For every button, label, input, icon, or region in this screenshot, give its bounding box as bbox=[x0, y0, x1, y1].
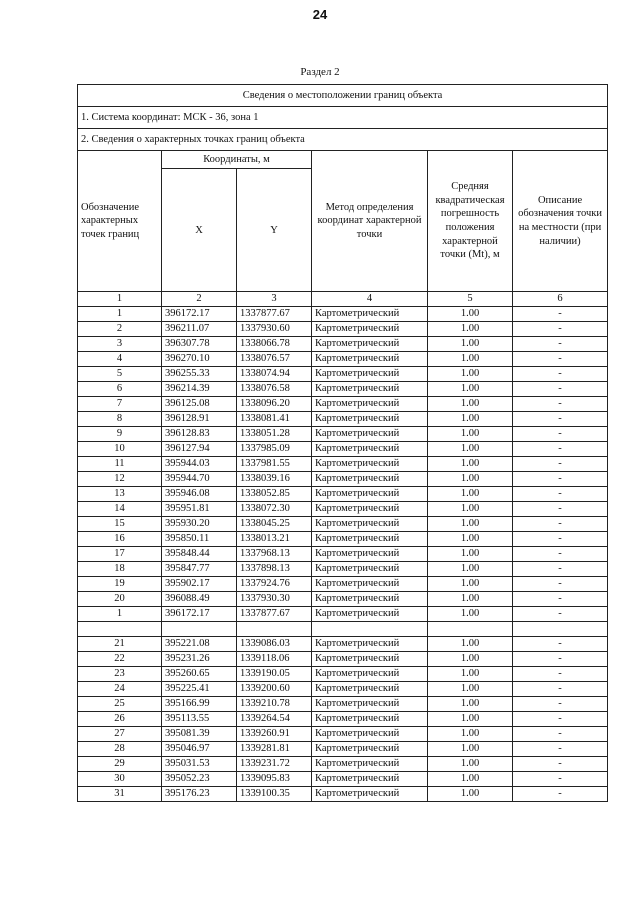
method-cell: Картометрический bbox=[312, 727, 428, 742]
table-row bbox=[78, 442, 608, 457]
table-row bbox=[78, 682, 608, 697]
y-coordinate-cell: 1337981.55 bbox=[237, 457, 312, 472]
description-cell: - bbox=[513, 607, 608, 622]
method-cell: Картометрический bbox=[312, 307, 428, 322]
method-cell: Картометрический bbox=[312, 562, 428, 577]
accuracy-cell: 1.00 bbox=[428, 667, 513, 682]
description-cell: - bbox=[513, 397, 608, 412]
point-id-cell: 13 bbox=[78, 487, 162, 502]
x-coordinate-cell: 395847.77 bbox=[162, 562, 237, 577]
description-cell: - bbox=[513, 517, 608, 532]
description-cell: - bbox=[513, 427, 608, 442]
accuracy-cell: 1.00 bbox=[428, 682, 513, 697]
header-y: Y bbox=[237, 169, 312, 292]
header-description: Описание обозначения точки на местности (при наличии) bbox=[513, 151, 608, 292]
table-row bbox=[78, 772, 608, 787]
point-id-cell: 8 bbox=[78, 412, 162, 427]
y-coordinate-cell: 1339200.60 bbox=[237, 682, 312, 697]
accuracy-cell: 1.00 bbox=[428, 412, 513, 427]
point-id-cell: 9 bbox=[78, 427, 162, 442]
empty-cell bbox=[312, 622, 428, 637]
method-cell: Картометрический bbox=[312, 697, 428, 712]
accuracy-cell: 1.00 bbox=[428, 787, 513, 802]
method-cell: Картометрический bbox=[312, 337, 428, 352]
description-cell: - bbox=[513, 322, 608, 337]
x-coordinate-cell: 395081.39 bbox=[162, 727, 237, 742]
description-cell: - bbox=[513, 787, 608, 802]
table-row bbox=[78, 472, 608, 487]
accuracy-cell: 1.00 bbox=[428, 382, 513, 397]
y-coordinate-cell: 1339095.83 bbox=[237, 772, 312, 787]
point-id-cell: 17 bbox=[78, 547, 162, 562]
description-cell: - bbox=[513, 382, 608, 397]
y-coordinate-cell: 1337985.09 bbox=[237, 442, 312, 457]
x-coordinate-cell: 396127.94 bbox=[162, 442, 237, 457]
description-cell: - bbox=[513, 577, 608, 592]
point-id-cell: 18 bbox=[78, 562, 162, 577]
x-coordinate-cell: 395052.23 bbox=[162, 772, 237, 787]
point-id-cell: 25 bbox=[78, 697, 162, 712]
accuracy-cell: 1.00 bbox=[428, 427, 513, 442]
description-cell: - bbox=[513, 727, 608, 742]
column-number: 5 bbox=[428, 292, 513, 307]
table-row bbox=[78, 652, 608, 667]
points-heading: 2. Сведения о характерных точках границ объекта bbox=[78, 129, 608, 151]
accuracy-cell: 1.00 bbox=[428, 607, 513, 622]
point-id-cell: 7 bbox=[78, 397, 162, 412]
point-id-cell: 23 bbox=[78, 667, 162, 682]
method-cell: Картометрический bbox=[312, 367, 428, 382]
point-id-cell: 29 bbox=[78, 757, 162, 772]
accuracy-cell: 1.00 bbox=[428, 652, 513, 667]
description-cell: - bbox=[513, 697, 608, 712]
accuracy-cell: 1.00 bbox=[428, 442, 513, 457]
point-id-cell: 12 bbox=[78, 472, 162, 487]
accuracy-cell: 1.00 bbox=[428, 727, 513, 742]
accuracy-cell: 1.00 bbox=[428, 517, 513, 532]
y-coordinate-cell: 1338081.41 bbox=[237, 412, 312, 427]
y-coordinate-cell: 1338066.78 bbox=[237, 337, 312, 352]
y-coordinate-cell: 1337968.13 bbox=[237, 547, 312, 562]
header-x: X bbox=[162, 169, 237, 292]
x-coordinate-cell: 396172.17 bbox=[162, 607, 237, 622]
description-cell: - bbox=[513, 352, 608, 367]
description-cell: - bbox=[513, 532, 608, 547]
y-coordinate-cell: 1339210.78 bbox=[237, 697, 312, 712]
point-id-cell: 21 bbox=[78, 637, 162, 652]
y-coordinate-cell: 1337877.67 bbox=[237, 607, 312, 622]
header-coordinates: Координаты, м bbox=[162, 151, 312, 169]
x-coordinate-cell: 395848.44 bbox=[162, 547, 237, 562]
point-id-cell: 24 bbox=[78, 682, 162, 697]
x-coordinate-cell: 396214.39 bbox=[162, 382, 237, 397]
method-cell: Картометрический bbox=[312, 592, 428, 607]
table-row bbox=[78, 382, 608, 397]
description-cell: - bbox=[513, 637, 608, 652]
y-coordinate-cell: 1339100.35 bbox=[237, 787, 312, 802]
method-cell: Картометрический bbox=[312, 772, 428, 787]
description-cell: - bbox=[513, 682, 608, 697]
description-cell: - bbox=[513, 667, 608, 682]
table-row bbox=[78, 352, 608, 367]
point-id-cell: 14 bbox=[78, 502, 162, 517]
point-id-cell: 16 bbox=[78, 532, 162, 547]
y-coordinate-cell: 1338076.57 bbox=[237, 352, 312, 367]
empty-cell bbox=[237, 622, 312, 637]
x-coordinate-cell: 396128.83 bbox=[162, 427, 237, 442]
method-cell: Картометрический bbox=[312, 757, 428, 772]
description-cell: - bbox=[513, 442, 608, 457]
y-coordinate-cell: 1339118.06 bbox=[237, 652, 312, 667]
method-cell: Картометрический bbox=[312, 457, 428, 472]
method-cell: Картометрический bbox=[312, 532, 428, 547]
accuracy-cell: 1.00 bbox=[428, 532, 513, 547]
point-id-cell: 27 bbox=[78, 727, 162, 742]
y-coordinate-cell: 1338052.85 bbox=[237, 487, 312, 502]
table-row bbox=[78, 487, 608, 502]
group-separator-row bbox=[78, 622, 608, 637]
table-row bbox=[78, 397, 608, 412]
accuracy-cell: 1.00 bbox=[428, 307, 513, 322]
table-row bbox=[78, 307, 608, 322]
point-id-cell: 3 bbox=[78, 337, 162, 352]
point-id-cell: 28 bbox=[78, 742, 162, 757]
method-cell: Картометрический bbox=[312, 412, 428, 427]
description-cell: - bbox=[513, 547, 608, 562]
point-id-cell: 4 bbox=[78, 352, 162, 367]
boundary-points-table bbox=[77, 84, 608, 802]
empty-cell bbox=[513, 622, 608, 637]
method-cell: Картометрический bbox=[312, 427, 428, 442]
accuracy-cell: 1.00 bbox=[428, 337, 513, 352]
column-number: 2 bbox=[162, 292, 237, 307]
accuracy-cell: 1.00 bbox=[428, 457, 513, 472]
column-number: 1 bbox=[78, 292, 162, 307]
point-id-cell: 1 bbox=[78, 307, 162, 322]
y-coordinate-cell: 1338076.58 bbox=[237, 382, 312, 397]
y-coordinate-cell: 1339260.91 bbox=[237, 727, 312, 742]
y-coordinate-cell: 1339231.72 bbox=[237, 757, 312, 772]
accuracy-cell: 1.00 bbox=[428, 772, 513, 787]
method-cell: Картометрический bbox=[312, 607, 428, 622]
header-method: Метод определения координат характерной точки bbox=[312, 151, 428, 292]
description-cell: - bbox=[513, 742, 608, 757]
method-cell: Картометрический bbox=[312, 787, 428, 802]
x-coordinate-cell: 395176.23 bbox=[162, 787, 237, 802]
table-row bbox=[78, 562, 608, 577]
description-cell: - bbox=[513, 502, 608, 517]
method-cell: Картометрический bbox=[312, 502, 428, 517]
column-number: 6 bbox=[513, 292, 608, 307]
x-coordinate-cell: 396270.10 bbox=[162, 352, 237, 367]
y-coordinate-cell: 1338039.16 bbox=[237, 472, 312, 487]
method-cell: Картометрический bbox=[312, 577, 428, 592]
accuracy-cell: 1.00 bbox=[428, 712, 513, 727]
points-heading-row bbox=[78, 129, 608, 151]
x-coordinate-cell: 396088.49 bbox=[162, 592, 237, 607]
x-coordinate-cell: 395951.81 bbox=[162, 502, 237, 517]
description-cell: - bbox=[513, 367, 608, 382]
header-row-1 bbox=[78, 151, 608, 169]
x-coordinate-cell: 395046.97 bbox=[162, 742, 237, 757]
table-row bbox=[78, 787, 608, 802]
point-id-cell: 6 bbox=[78, 382, 162, 397]
point-id-cell: 15 bbox=[78, 517, 162, 532]
method-cell: Картометрический bbox=[312, 487, 428, 502]
description-cell: - bbox=[513, 337, 608, 352]
x-coordinate-cell: 395166.99 bbox=[162, 697, 237, 712]
x-coordinate-cell: 396172.17 bbox=[162, 307, 237, 322]
empty-cell bbox=[162, 622, 237, 637]
method-cell: Картометрический bbox=[312, 472, 428, 487]
accuracy-cell: 1.00 bbox=[428, 577, 513, 592]
accuracy-cell: 1.00 bbox=[428, 487, 513, 502]
point-id-cell: 20 bbox=[78, 592, 162, 607]
point-id-cell: 31 bbox=[78, 787, 162, 802]
method-cell: Картометрический bbox=[312, 397, 428, 412]
accuracy-cell: 1.00 bbox=[428, 472, 513, 487]
x-coordinate-cell: 395231.26 bbox=[162, 652, 237, 667]
column-numbers-row bbox=[78, 292, 608, 307]
header-accuracy: Средняя квадратическая погрешность положения характерной точки (Mt), м bbox=[428, 151, 513, 292]
point-id-cell: 26 bbox=[78, 712, 162, 727]
x-coordinate-cell: 395902.17 bbox=[162, 577, 237, 592]
accuracy-cell: 1.00 bbox=[428, 322, 513, 337]
description-cell: - bbox=[513, 487, 608, 502]
page-number: 24 bbox=[312, 7, 328, 22]
method-cell: Картометрический bbox=[312, 442, 428, 457]
y-coordinate-cell: 1339264.54 bbox=[237, 712, 312, 727]
table-row bbox=[78, 337, 608, 352]
y-coordinate-cell: 1337877.67 bbox=[237, 307, 312, 322]
y-coordinate-cell: 1339281.81 bbox=[237, 742, 312, 757]
description-cell: - bbox=[513, 592, 608, 607]
method-cell: Картометрический bbox=[312, 517, 428, 532]
column-number: 3 bbox=[237, 292, 312, 307]
table-row bbox=[78, 547, 608, 562]
point-id-cell: 2 bbox=[78, 322, 162, 337]
accuracy-cell: 1.00 bbox=[428, 637, 513, 652]
description-cell: - bbox=[513, 772, 608, 787]
x-coordinate-cell: 395225.41 bbox=[162, 682, 237, 697]
table-row bbox=[78, 427, 608, 442]
header-designation: Обозначение характерных точек границ bbox=[78, 151, 162, 292]
y-coordinate-cell: 1337930.60 bbox=[237, 322, 312, 337]
description-cell: - bbox=[513, 562, 608, 577]
x-coordinate-cell: 395850.11 bbox=[162, 532, 237, 547]
x-coordinate-cell: 395221.08 bbox=[162, 637, 237, 652]
y-coordinate-cell: 1338072.30 bbox=[237, 502, 312, 517]
method-cell: Картометрический bbox=[312, 682, 428, 697]
accuracy-cell: 1.00 bbox=[428, 397, 513, 412]
description-cell: - bbox=[513, 412, 608, 427]
table-row bbox=[78, 532, 608, 547]
description-cell: - bbox=[513, 652, 608, 667]
method-cell: Картометрический bbox=[312, 667, 428, 682]
table-row bbox=[78, 592, 608, 607]
table-row bbox=[78, 577, 608, 592]
y-coordinate-cell: 1338096.20 bbox=[237, 397, 312, 412]
x-coordinate-cell: 395260.65 bbox=[162, 667, 237, 682]
accuracy-cell: 1.00 bbox=[428, 352, 513, 367]
table-row bbox=[78, 697, 608, 712]
description-cell: - bbox=[513, 307, 608, 322]
y-coordinate-cell: 1338045.25 bbox=[237, 517, 312, 532]
y-coordinate-cell: 1339086.03 bbox=[237, 637, 312, 652]
y-coordinate-cell: 1337930.30 bbox=[237, 592, 312, 607]
table-row bbox=[78, 412, 608, 427]
description-cell: - bbox=[513, 457, 608, 472]
accuracy-cell: 1.00 bbox=[428, 697, 513, 712]
table-row bbox=[78, 457, 608, 472]
x-coordinate-cell: 395944.70 bbox=[162, 472, 237, 487]
method-cell: Картометрический bbox=[312, 652, 428, 667]
y-coordinate-cell: 1337898.13 bbox=[237, 562, 312, 577]
point-id-cell: 1 bbox=[78, 607, 162, 622]
x-coordinate-cell: 396125.08 bbox=[162, 397, 237, 412]
coord-system: 1. Система координат: МСК - 36, зона 1 bbox=[78, 107, 608, 129]
description-cell: - bbox=[513, 472, 608, 487]
method-cell: Картометрический bbox=[312, 712, 428, 727]
table-row bbox=[78, 712, 608, 727]
x-coordinate-cell: 395113.55 bbox=[162, 712, 237, 727]
table-row bbox=[78, 727, 608, 742]
accuracy-cell: 1.00 bbox=[428, 367, 513, 382]
x-coordinate-cell: 395031.53 bbox=[162, 757, 237, 772]
y-coordinate-cell: 1338074.94 bbox=[237, 367, 312, 382]
x-coordinate-cell: 396211.07 bbox=[162, 322, 237, 337]
x-coordinate-cell: 395930.20 bbox=[162, 517, 237, 532]
table-row bbox=[78, 367, 608, 382]
table-title-row bbox=[78, 85, 608, 107]
point-id-cell: 10 bbox=[78, 442, 162, 457]
y-coordinate-cell: 1339190.05 bbox=[237, 667, 312, 682]
accuracy-cell: 1.00 bbox=[428, 592, 513, 607]
table-row bbox=[78, 502, 608, 517]
table-row bbox=[78, 322, 608, 337]
method-cell: Картометрический bbox=[312, 742, 428, 757]
method-cell: Картометрический bbox=[312, 352, 428, 367]
point-id-cell: 11 bbox=[78, 457, 162, 472]
table-row bbox=[78, 742, 608, 757]
description-cell: - bbox=[513, 712, 608, 727]
point-id-cell: 22 bbox=[78, 652, 162, 667]
empty-cell bbox=[78, 622, 162, 637]
section-label: Раздел 2 bbox=[300, 66, 340, 78]
x-coordinate-cell: 395946.08 bbox=[162, 487, 237, 502]
y-coordinate-cell: 1338051.28 bbox=[237, 427, 312, 442]
table-title: Сведения о местоположении границ объекта bbox=[78, 85, 608, 107]
accuracy-cell: 1.00 bbox=[428, 742, 513, 757]
x-coordinate-cell: 396255.33 bbox=[162, 367, 237, 382]
table-row bbox=[78, 637, 608, 652]
x-coordinate-cell: 395944.03 bbox=[162, 457, 237, 472]
point-id-cell: 19 bbox=[78, 577, 162, 592]
point-id-cell: 5 bbox=[78, 367, 162, 382]
method-cell: Картометрический bbox=[312, 322, 428, 337]
accuracy-cell: 1.00 bbox=[428, 502, 513, 517]
empty-cell bbox=[428, 622, 513, 637]
accuracy-cell: 1.00 bbox=[428, 562, 513, 577]
method-cell: Картометрический bbox=[312, 382, 428, 397]
method-cell: Картометрический bbox=[312, 637, 428, 652]
table-row bbox=[78, 517, 608, 532]
y-coordinate-cell: 1337924.76 bbox=[237, 577, 312, 592]
table-row bbox=[78, 607, 608, 622]
x-coordinate-cell: 396307.78 bbox=[162, 337, 237, 352]
column-number: 4 bbox=[312, 292, 428, 307]
x-coordinate-cell: 396128.91 bbox=[162, 412, 237, 427]
description-cell: - bbox=[513, 757, 608, 772]
method-cell: Картометрический bbox=[312, 547, 428, 562]
table-row bbox=[78, 667, 608, 682]
point-id-cell: 30 bbox=[78, 772, 162, 787]
y-coordinate-cell: 1338013.21 bbox=[237, 532, 312, 547]
coord-system-row bbox=[78, 107, 608, 129]
table-row bbox=[78, 757, 608, 772]
accuracy-cell: 1.00 bbox=[428, 757, 513, 772]
accuracy-cell: 1.00 bbox=[428, 547, 513, 562]
